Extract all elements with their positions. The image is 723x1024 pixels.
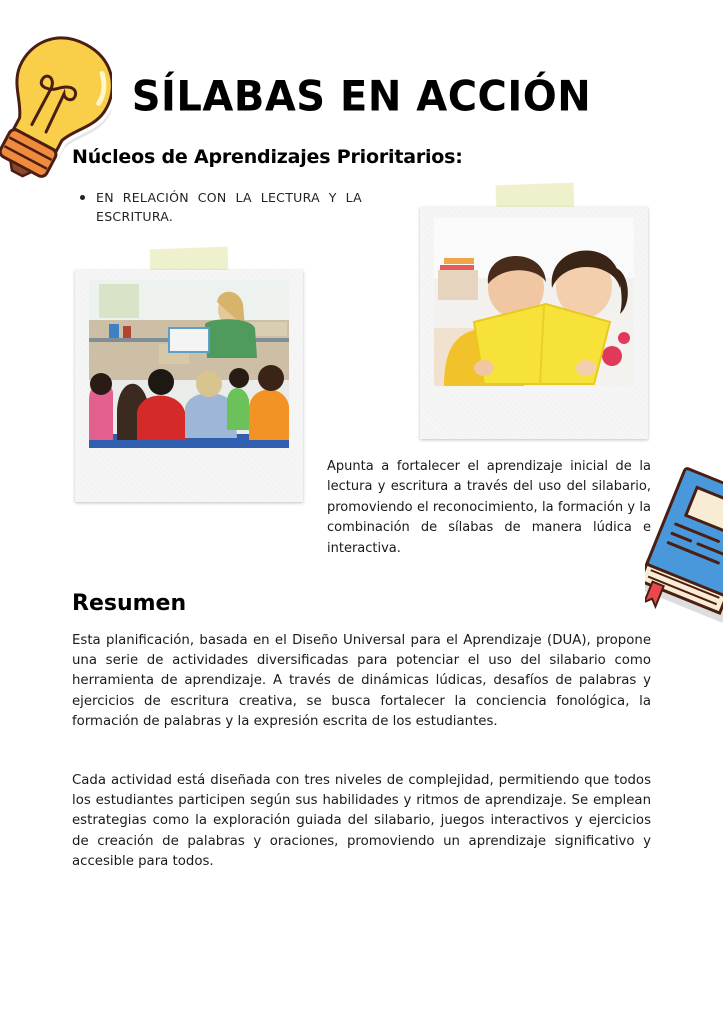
book-icon bbox=[645, 455, 723, 635]
list-item-text: EN RELACIÓN CON LA LECTURA Y LA ESCRITURA. bbox=[96, 190, 362, 224]
summary-heading: Resumen bbox=[72, 591, 187, 616]
children-reading-book-photo bbox=[434, 218, 634, 386]
teacher-reading-to-class-photo bbox=[89, 280, 289, 448]
page-title: SÍLABAS EN ACCIÓN bbox=[131, 72, 592, 122]
priority-learning-heading: Núcleos de Aprendizajes Prioritarios: bbox=[72, 146, 463, 168]
bullet-icon bbox=[80, 195, 85, 200]
priority-learning-list bbox=[80, 188, 362, 226]
summary-paragraph-2: Cada actividad está diseñada con tres niveles de complejidad, permitiendo que todos los estudiantes participen según sus habilidades y ritmos de aprendizaje. Se emplean estrategias como la exploración guiada del silabario, juegos interactivos y ejercicios de creación de palabras y oraciones, promoviendo un aprendizaje significativo y accesible para todos. bbox=[72, 773, 651, 869]
summary-paragraph-1: Esta planificación, basada en el Diseño Universal para el Aprendizaje (DUA), propone una serie de actividades diversificadas para potenciar el uso del silabario como herramienta de aprendizaje. A través de dinámicas lúdicas, desafíos de palabras y ejercicios de escritura creativa, se busca fortalecer la conciencia fonológica, la formación de palabras y la expresión escrita de los estudiantes. bbox=[72, 633, 651, 729]
photo-frame bbox=[75, 270, 303, 502]
photo-frame bbox=[420, 207, 648, 439]
intro-paragraph: Apunta a fortalecer el aprendizaje inicial de la lectura y escritura a través del uso del silabario, promoviendo el reconocimiento, la formación y la combinación de sílabas de manera lúdica e interactiva. bbox=[327, 459, 651, 556]
list-item bbox=[80, 188, 362, 226]
